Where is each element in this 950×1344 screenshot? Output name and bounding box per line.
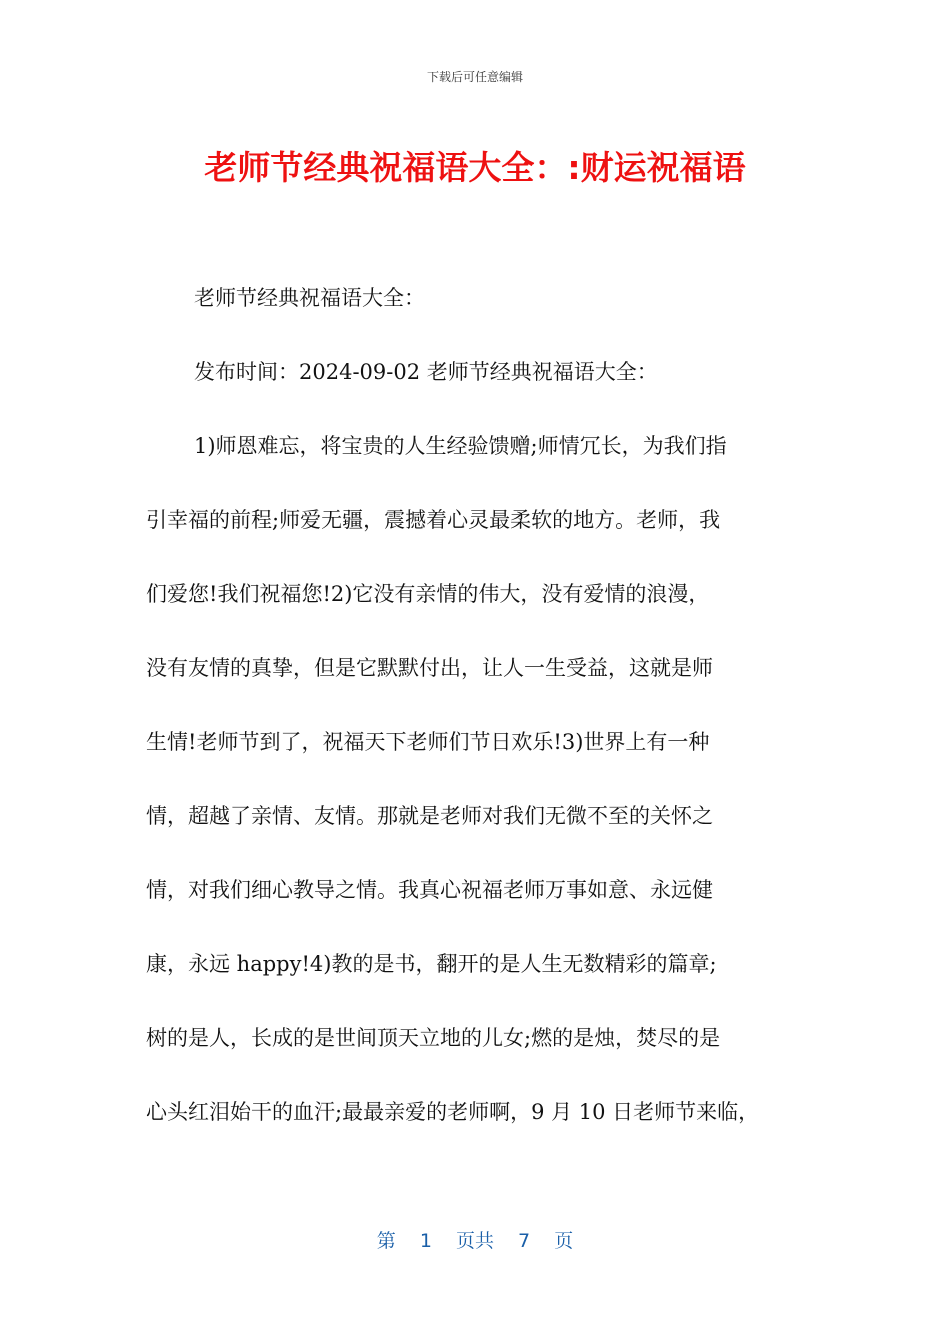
page-footer [0, 1226, 950, 1253]
document-body [146, 280, 806, 1180]
footer-page-suffix: 页 [554, 1230, 574, 1252]
body-line: 心头红泪始干的血汗;最最亲爱的老师啊，9 月 10 日老师节来临， [146, 1100, 760, 1124]
footer-page-mid: 页共 [455, 1230, 494, 1252]
footer-page-prefix: 第 [376, 1230, 396, 1252]
body-line: 情，对我们细心教导之情。我真心祝福老师万事如意、永远健 [146, 878, 713, 902]
footer-total-pages: 7 [518, 1230, 531, 1252]
body-line: 引幸福的前程;师爱无疆，震撼着心灵最柔软的地方。老师，我 [146, 508, 721, 532]
body-line: 情，超越了亲情、友情。那就是老师对我们无微不至的关怀之 [146, 804, 713, 828]
body-line: 们爱您!我们祝福您!2)它没有亲情的伟大，没有爱情的浪漫， [146, 582, 710, 606]
body-line: 树的是人，长成的是世间顶天立地的儿女;燃的是烛，焚尽的是 [146, 1026, 721, 1050]
paragraph-intro: 老师节经典祝福语大全： [194, 286, 425, 310]
body-line: 康，永远 happy!4)教的是书，翻开的是人生无数精彩的篇章; [146, 952, 717, 976]
header-note: 下载后可任意编辑 [426, 70, 523, 84]
document-title: 老师节经典祝福语大全：:财运祝福语 [204, 148, 746, 187]
body-line: 1)师恩难忘，将宝贵的人生经验馈赠;师情冗长，为我们指 [194, 434, 727, 458]
paragraph-publish-date: 发布时间：2024-09-02 老师节经典祝福语大全： [194, 360, 658, 384]
footer-page-number: 1 [419, 1230, 432, 1252]
body-line: 没有友情的真挚，但是它默默付出，让人一生受益，这就是师 [146, 656, 713, 680]
body-line: 生情!老师节到了，祝福天下老师们节日欢乐!3)世界上有一种 [146, 730, 710, 754]
